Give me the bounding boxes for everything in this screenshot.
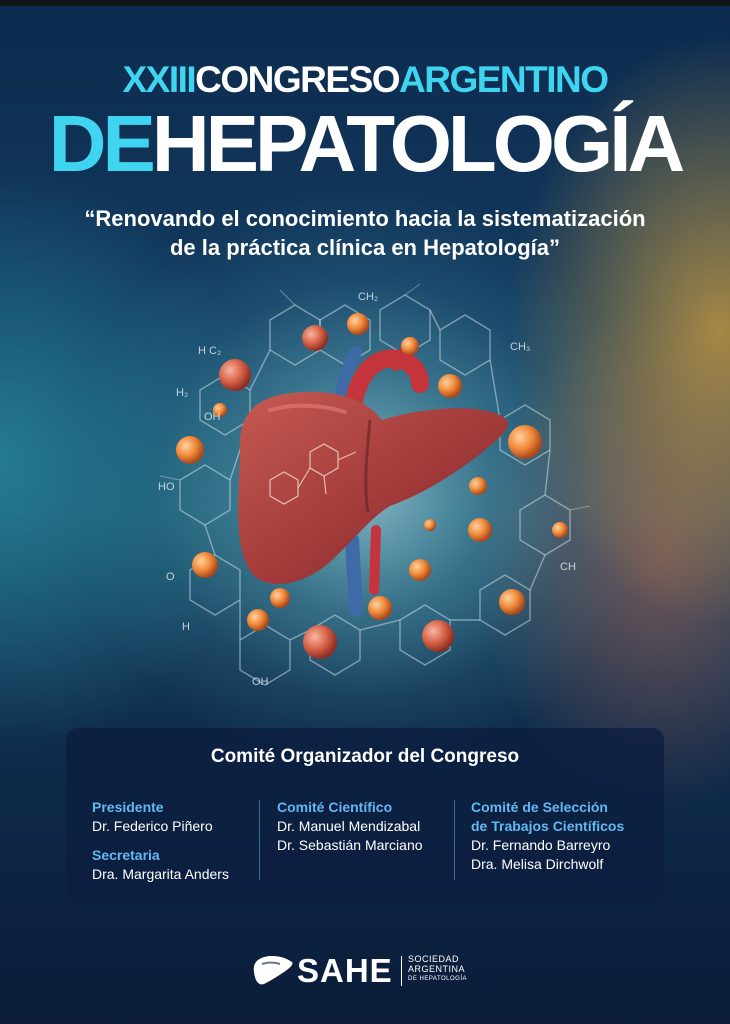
formula-label: H₂ bbox=[176, 387, 189, 399]
name-scientific-2: Dr. Sebastián Marciano bbox=[277, 837, 423, 853]
logo-subtitle bbox=[408, 954, 467, 984]
formula-label: H bbox=[182, 621, 190, 633]
committee-column-presidency bbox=[92, 798, 229, 884]
sahe-logo bbox=[250, 950, 490, 990]
congress-title-line1 bbox=[0, 58, 730, 102]
title-hepatologia: HEPATOLOGÍA bbox=[151, 99, 682, 188]
title-argentino: ARGENTINO bbox=[399, 59, 608, 100]
logo-sub-line2: ARGENTINA bbox=[408, 964, 466, 974]
name-selection-2: Dra. Melisa Dirchwolf bbox=[471, 856, 604, 872]
role-president: Presidente bbox=[92, 799, 164, 815]
committee-title: Comité Organizador del Congreso bbox=[210, 746, 520, 767]
logo-sub-line3: DE HEPATOLOGÍA bbox=[408, 976, 468, 982]
column-divider bbox=[259, 800, 260, 880]
name-scientific-1: Dr. Manuel Mendizabal bbox=[277, 818, 421, 834]
formula-label: CH₃ bbox=[510, 341, 531, 353]
logo-text: SAHE bbox=[297, 952, 393, 989]
name-selection-1: Dr. Fernando Barreyro bbox=[471, 837, 611, 853]
formula-label: HO bbox=[158, 481, 175, 493]
formula-label: OH bbox=[204, 411, 221, 423]
name-president: Dr. Federico Piñero bbox=[92, 818, 213, 834]
role-selection-committee: Comité de Selección bbox=[471, 799, 608, 815]
tagline bbox=[40, 204, 690, 262]
role-scientific-committee: Comité Científico bbox=[277, 799, 393, 815]
logo-sub-line1: SOCIEDAD bbox=[408, 954, 460, 964]
organizing-committee-panel bbox=[66, 728, 664, 902]
top-strip bbox=[0, 0, 730, 6]
formula-label: CH bbox=[560, 561, 576, 573]
logo-separator bbox=[401, 956, 402, 986]
name-secretary: Dra. Margarita Anders bbox=[92, 866, 229, 882]
role-secretary: Secretaria bbox=[92, 847, 160, 863]
title-edition: XXIII bbox=[122, 59, 196, 100]
congress-title-line2 bbox=[0, 100, 730, 188]
title-congreso: CONGRESO bbox=[195, 59, 400, 100]
role-selection-committee-2: de Trabajos Científicos bbox=[471, 818, 625, 834]
formula-label: CH₂ bbox=[358, 291, 379, 303]
title-de: DE bbox=[48, 99, 152, 188]
formula-label: H C₂ bbox=[198, 345, 222, 357]
committee-column-selection bbox=[471, 798, 624, 874]
formula-label: O bbox=[166, 571, 175, 583]
formula-label: OH bbox=[252, 676, 269, 688]
liver-logo-icon bbox=[250, 950, 296, 990]
tagline-line1: “Renovando el conocimiento hacia la sistematización bbox=[84, 206, 646, 231]
tagline-line2: de la práctica clínica en Hepatología” bbox=[169, 235, 561, 260]
liver-molecule-icon bbox=[120, 280, 610, 700]
column-divider bbox=[454, 800, 455, 880]
committee-column-scientific bbox=[277, 798, 423, 855]
